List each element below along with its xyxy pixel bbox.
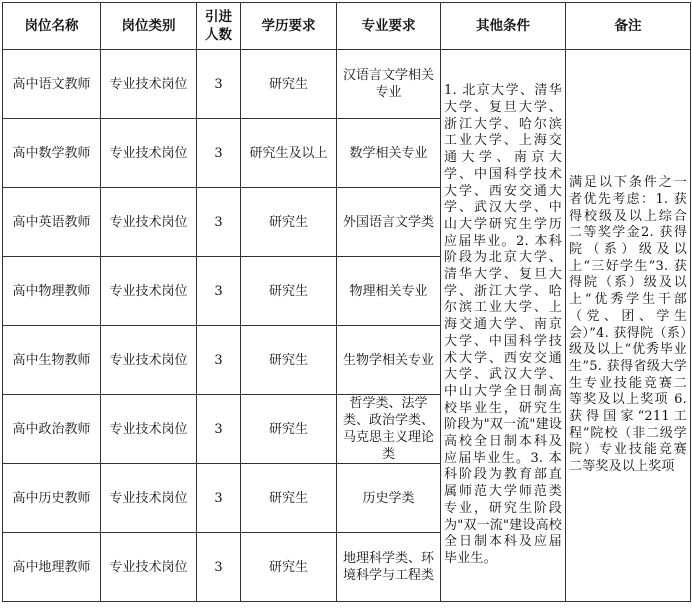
education-requirement: 研究生 xyxy=(241,533,337,602)
position-name: 高中英语教师 xyxy=(3,188,101,257)
education-requirement: 研究生 xyxy=(241,464,337,533)
position-category: 专业技术岗位 xyxy=(101,119,197,188)
header-hire-count: 引进人数 xyxy=(197,3,241,50)
major-requirement: 历史学类 xyxy=(337,464,441,533)
education-requirement: 研究生 xyxy=(241,395,337,464)
major-requirement: 物理相关专业 xyxy=(337,257,441,326)
major-requirement: 生物学相关专业 xyxy=(337,326,441,395)
hire-count: 3 xyxy=(197,533,241,602)
header-remarks: 备注 xyxy=(566,3,691,50)
education-requirement: 研究生 xyxy=(241,188,337,257)
position-category: 专业技术岗位 xyxy=(101,464,197,533)
remarks-cell: 满足以下条件之一者优先考虑：1. 获得校级及以上综合二等奖学金2. 获得院（系）级及以上“三好学生”3. 获得院（系）级及以上“优秀学生干部（党、团、学生会）”4. 获得院（系）级及以上“优秀毕业生”5. 获得省级大学生专业技能竞赛二等奖及以上奖项 6. 获得国家“211工程”院校（非二级学院）专业技能竞赛二等奖及以上奖项 xyxy=(566,50,691,602)
major-requirement: 汉语言文学相关专业 xyxy=(337,50,441,119)
position-name: 高中物理教师 xyxy=(3,257,101,326)
major-requirement: 地理科学类、环境科学与工程类 xyxy=(337,533,441,602)
header-position-category: 岗位类别 xyxy=(101,3,197,50)
other-conditions-cell: 1. 北京大学、清华大学、复旦大学、浙江大学、哈尔滨工业大学、上海交通大学、南京大学、中国科学技术大学、西安交通大学、武汉大学、中山大学研究生学历应届毕业。2. 本科阶段为北京大学、清华大学、复旦大学、浙江大学、哈尔滨工业大学、上海交通大学、南京大学、中国科学技术大学、西安交通大学、武汉大学、中山大学全日制高校毕业生，研究生阶段为"双一流"建设高校全日制本科及应届毕业生。3. 本科阶段为教育部直属师范大学师范类专业，研究生阶段为"双一流"建设高校全日制本科及应届毕业生。 xyxy=(441,50,566,602)
recruitment-table xyxy=(2,2,691,602)
position-name: 高中历史教师 xyxy=(3,464,101,533)
education-requirement: 研究生 xyxy=(241,50,337,119)
header-row xyxy=(3,3,691,50)
position-name: 高中数学教师 xyxy=(3,119,101,188)
position-name: 高中地理教师 xyxy=(3,533,101,602)
position-name: 高中政治教师 xyxy=(3,395,101,464)
position-category: 专业技术岗位 xyxy=(101,50,197,119)
hire-count: 3 xyxy=(197,464,241,533)
major-requirement: 哲学类、法学类、政治学类、马克思主义理论类 xyxy=(337,395,441,464)
table-row xyxy=(3,50,691,119)
position-category: 专业技术岗位 xyxy=(101,533,197,602)
position-category: 专业技术岗位 xyxy=(101,257,197,326)
position-category: 专业技术岗位 xyxy=(101,188,197,257)
position-name: 高中语文教师 xyxy=(3,50,101,119)
position-name: 高中生物教师 xyxy=(3,326,101,395)
hire-count: 3 xyxy=(197,50,241,119)
hire-count: 3 xyxy=(197,395,241,464)
education-requirement: 研究生 xyxy=(241,257,337,326)
position-category: 专业技术岗位 xyxy=(101,326,197,395)
education-requirement: 研究生 xyxy=(241,326,337,395)
major-requirement: 外国语言文学类 xyxy=(337,188,441,257)
header-position-name: 岗位名称 xyxy=(3,3,101,50)
major-requirement: 数学相关专业 xyxy=(337,119,441,188)
position-category: 专业技术岗位 xyxy=(101,395,197,464)
header-other-conditions: 其他条件 xyxy=(441,3,566,50)
header-major: 专业要求 xyxy=(337,3,441,50)
education-requirement: 研究生及以上 xyxy=(241,119,337,188)
hire-count: 3 xyxy=(197,188,241,257)
hire-count: 3 xyxy=(197,326,241,395)
header-education: 学历要求 xyxy=(241,3,337,50)
hire-count: 3 xyxy=(197,257,241,326)
hire-count: 3 xyxy=(197,119,241,188)
